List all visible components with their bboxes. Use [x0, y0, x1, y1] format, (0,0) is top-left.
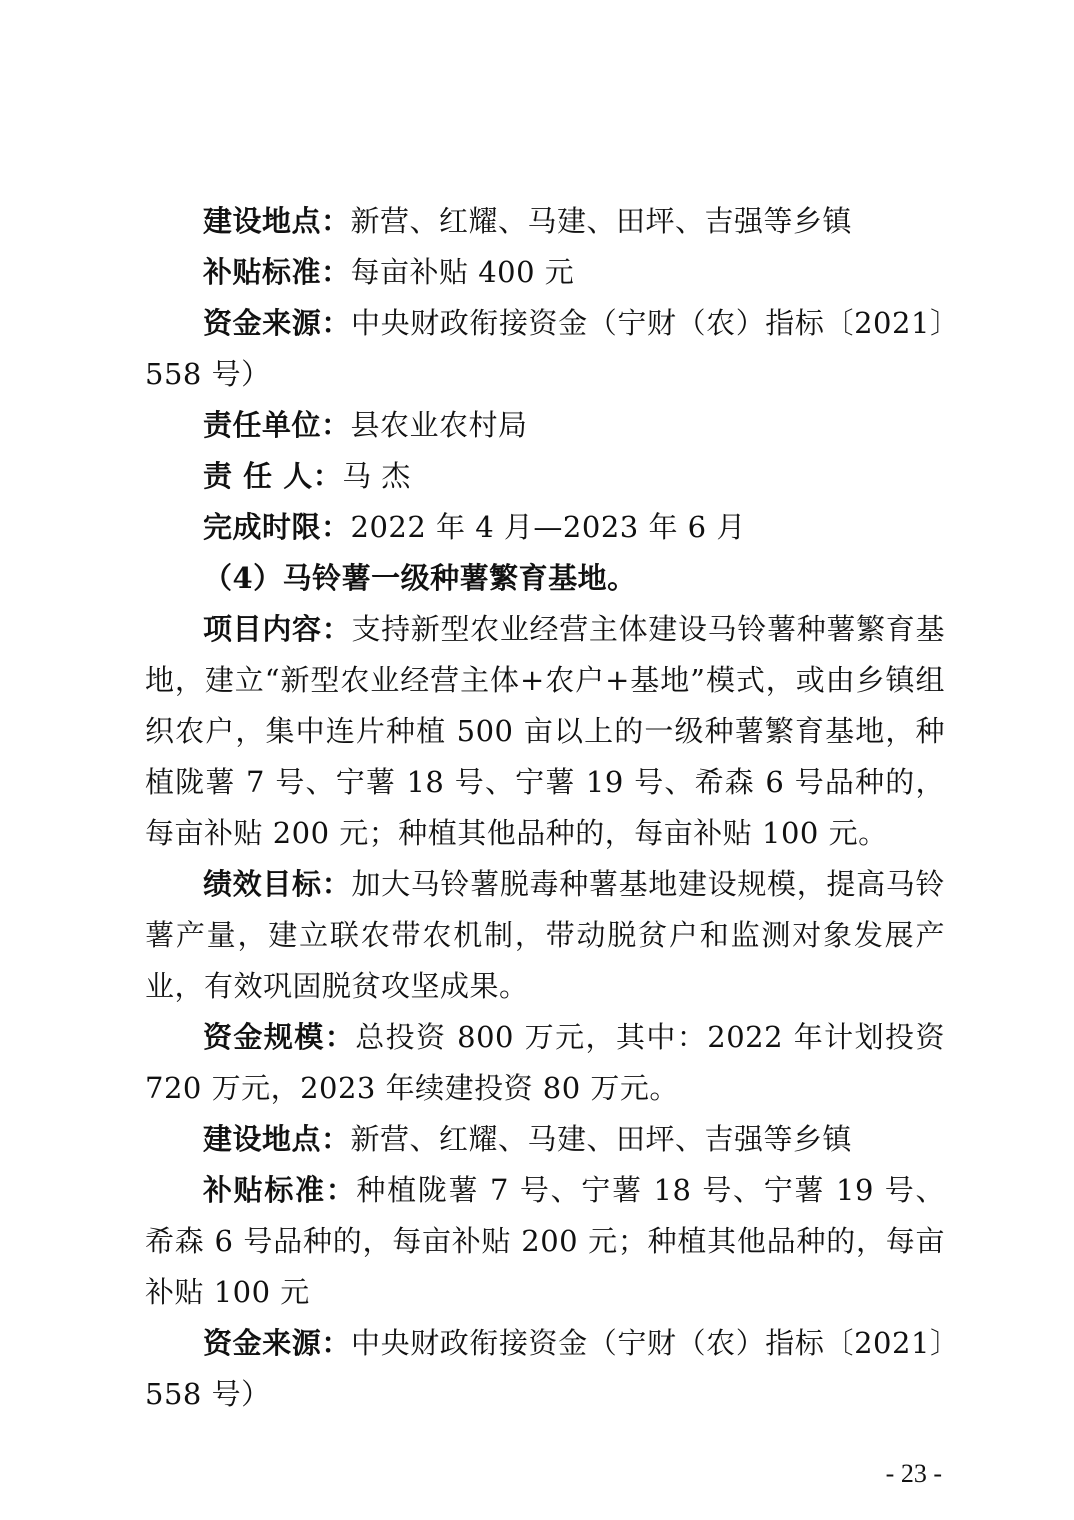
responsible-person-text: 马 杰 — [342, 459, 411, 493]
project-content-paragraph — [145, 604, 945, 859]
fund-source-text: 中央财政衔接资金（宁财（农）指标〔2021〕558 号） — [145, 306, 945, 391]
construction-site-paragraph — [145, 196, 945, 247]
construction-site-label: 建设地点： — [203, 204, 351, 238]
fund-scale-paragraph — [145, 1012, 945, 1114]
responsible-unit-paragraph — [145, 400, 945, 451]
construction-site-label-2: 建设地点： — [203, 1122, 351, 1156]
fund-scale-text: 总投资 800 万元，其中：2022 年计划投资 720 万元，2023 年续建投资 80 万元。 — [145, 1020, 945, 1105]
construction-site-paragraph-2 — [145, 1114, 945, 1165]
responsible-unit-label: 责任单位： — [203, 408, 351, 442]
fund-source-label: 资金来源： — [203, 306, 351, 340]
responsible-person-label: 责 任 人： — [203, 459, 343, 493]
subsidy-standard-text-2: 种植陇薯 7 号、宁薯 18 号、宁薯 19 号、希森 6 号品种的，每亩补贴 200 元；种植其他品种的，每亩补贴 100 元 — [145, 1173, 945, 1309]
subsidy-standard-label-2: 补贴标准： — [203, 1173, 357, 1207]
performance-goal-text: 加大马铃薯脱毒种薯基地建设规模，提高马铃薯产量，建立联农带农机制，带动脱贫户和监测对象发展产业，有效巩固脱贫攻坚成果。 — [145, 867, 945, 1003]
performance-goal-label: 绩效目标： — [203, 867, 352, 901]
page-number: - 23 - — [885, 1459, 942, 1488]
fund-source-paragraph — [145, 298, 945, 400]
responsible-unit-text: 县农业农村局 — [350, 408, 528, 442]
deadline-text: 2022 年 4 月—2023 年 6 月 — [350, 510, 746, 544]
project-content-label: 项目内容： — [203, 612, 352, 646]
fund-source-paragraph-2 — [145, 1318, 945, 1420]
fund-source-label-2: 资金来源： — [203, 1326, 351, 1360]
project-content-text: 支持新型农业经营主体建设马铃薯种薯繁育基地，建立“新型农业经营主体+农户+基地”模式，或由乡镇组织农户，集中连片种植 500 亩以上的一级种薯繁育基地，种植陇薯 7 号、宁薯 18 号、宁薯 19 号、希森 6 号品种的，每亩补贴 200 元；种植其他品种的，每亩补贴 100 元。 — [145, 612, 945, 850]
subsidy-standard-text: 每亩补贴 400 元 — [350, 255, 575, 289]
performance-goal-paragraph — [145, 859, 945, 1012]
section-heading: （4）马铃薯一级种薯繁育基地。 — [203, 561, 637, 595]
document-body — [145, 196, 945, 1420]
subsidy-standard-paragraph — [145, 247, 945, 298]
fund-source-text-2: 中央财政衔接资金（宁财（农）指标〔2021〕558 号） — [145, 1326, 945, 1411]
subsidy-standard-label: 补贴标准： — [203, 255, 351, 289]
responsible-person-paragraph — [145, 451, 945, 502]
deadline-label: 完成时限： — [203, 510, 351, 544]
fund-scale-label: 资金规模： — [203, 1020, 356, 1054]
construction-site-text-2: 新营、红耀、马建、田坪、吉强等乡镇 — [350, 1122, 853, 1156]
subsidy-standard-paragraph-2 — [145, 1165, 945, 1318]
deadline-paragraph — [145, 502, 945, 553]
construction-site-text: 新营、红耀、马建、田坪、吉强等乡镇 — [350, 204, 853, 238]
